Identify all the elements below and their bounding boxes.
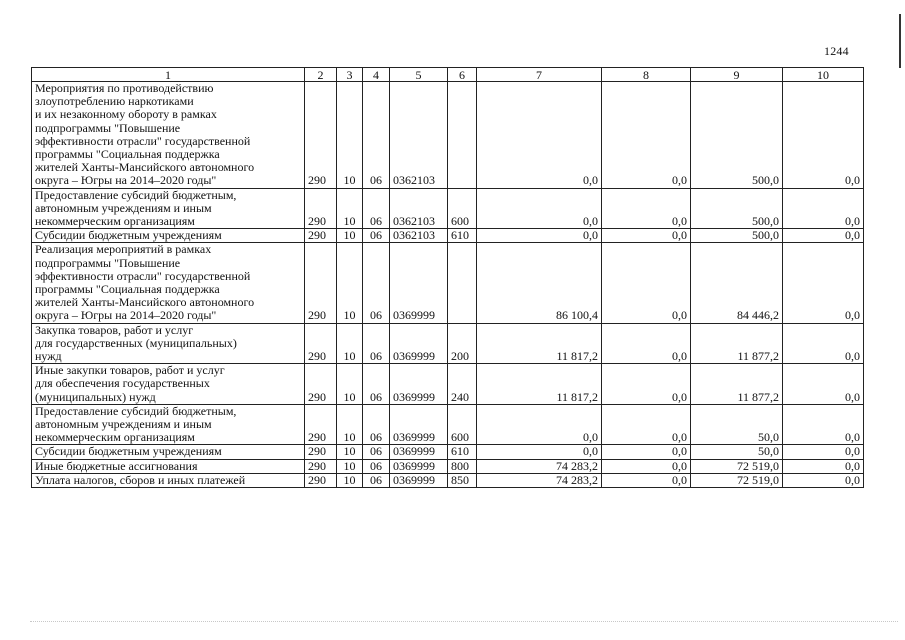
cell-value-9: 500,0 [691,82,783,189]
cell-value-10: 0,0 [783,188,864,229]
cell-expense-type: 600 [448,188,477,229]
cell-admin-code: 290 [305,82,337,189]
cell-expense-type: 600 [448,404,477,445]
cell-value-7: 0,0 [477,445,602,459]
cell-admin-code: 290 [305,364,337,405]
page-edge-mark [899,14,901,68]
cell-value-9: 11 877,2 [691,323,783,364]
cell-subsection: 06 [363,459,390,473]
table-row [32,364,864,405]
cell-target-article: 0369999 [390,243,448,323]
row-name: Реализация мероприятий в рамках подпрограммы "Повышение эффективности отрасли" государственной программы "Социальная поддержка жителей Ханты-Мансийского автономного округа – Югры на 2014–2020 годы" [32,243,305,323]
cell-value-10: 0,0 [783,459,864,473]
table-row [32,445,864,459]
cell-value-10: 0,0 [783,243,864,323]
cell-value-7: 0,0 [477,404,602,445]
cell-value-7: 74 283,2 [477,459,602,473]
cell-subsection: 06 [363,323,390,364]
cell-section: 10 [337,404,363,445]
cell-admin-code: 290 [305,404,337,445]
page-number: 1244 [824,44,849,58]
cell-value-8: 0,0 [602,364,691,405]
cell-value-9: 500,0 [691,188,783,229]
cell-value-8: 0,0 [602,404,691,445]
cell-subsection: 06 [363,473,390,487]
column-header: 1 [32,68,305,82]
cell-target-article: 0362103 [390,82,448,189]
cell-value-7: 0,0 [477,229,602,243]
cell-expense-type: 850 [448,473,477,487]
budget-table [31,67,864,488]
cell-value-10: 0,0 [783,445,864,459]
cell-value-8: 0,0 [602,445,691,459]
cell-admin-code: 290 [305,459,337,473]
cell-admin-code: 290 [305,323,337,364]
table-row [32,323,864,364]
table-row [32,188,864,229]
row-name: Закупка товаров, работ и услуг для государственных (муниципальных) нужд [32,323,305,364]
cell-value-7: 86 100,4 [477,243,602,323]
cell-section: 10 [337,229,363,243]
cell-subsection: 06 [363,229,390,243]
cell-value-9: 11 877,2 [691,364,783,405]
cell-expense-type [448,82,477,189]
cell-value-9: 84 446,2 [691,243,783,323]
row-name: Субсидии бюджетным учреждениям [32,445,305,459]
cell-admin-code: 290 [305,243,337,323]
row-name: Иные закупки товаров, работ и услуг для обеспечения государственных (муниципальных) нужд [32,364,305,405]
column-header: 3 [337,68,363,82]
cell-section: 10 [337,473,363,487]
cell-value-9: 72 519,0 [691,473,783,487]
table-row [32,82,864,189]
cell-target-article: 0369999 [390,364,448,405]
column-header: 6 [448,68,477,82]
cell-value-7: 74 283,2 [477,473,602,487]
column-header: 8 [602,68,691,82]
cell-admin-code: 290 [305,473,337,487]
cell-value-9: 500,0 [691,229,783,243]
column-header: 5 [390,68,448,82]
cell-value-7: 0,0 [477,188,602,229]
table-row [32,243,864,323]
row-name: Предоставление субсидий бюджетным, автономным учреждениям и иным некоммерческим организациям [32,404,305,445]
header-row [32,68,864,82]
cell-value-9: 72 519,0 [691,459,783,473]
cell-admin-code: 290 [305,188,337,229]
table-row [32,229,864,243]
cell-section: 10 [337,445,363,459]
table-row [32,459,864,473]
cell-expense-type [448,243,477,323]
cell-target-article: 0369999 [390,473,448,487]
cell-subsection: 06 [363,445,390,459]
cell-target-article: 0369999 [390,323,448,364]
cell-subsection: 06 [363,188,390,229]
page-bottom-rule [30,621,898,622]
cell-target-article: 0369999 [390,404,448,445]
cell-value-8: 0,0 [602,323,691,364]
cell-subsection: 06 [363,243,390,323]
cell-expense-type: 610 [448,229,477,243]
cell-section: 10 [337,188,363,229]
cell-expense-type: 610 [448,445,477,459]
row-name: Уплата налогов, сборов и иных платежей [32,473,305,487]
cell-value-10: 0,0 [783,82,864,189]
cell-value-9: 50,0 [691,445,783,459]
cell-value-8: 0,0 [602,459,691,473]
cell-value-10: 0,0 [783,473,864,487]
cell-section: 10 [337,323,363,364]
cell-admin-code: 290 [305,445,337,459]
cell-target-article: 0362103 [390,229,448,243]
cell-value-10: 0,0 [783,404,864,445]
cell-value-10: 0,0 [783,364,864,405]
cell-value-10: 0,0 [783,229,864,243]
table-row [32,473,864,487]
cell-target-article: 0362103 [390,188,448,229]
row-name: Мероприятия по противодействию злоупотреблению наркотиками и их незаконному обороту в рамках подпрограммы "Повышение эффективности отрасли" государственной программы "Социальная поддержка жителей Ханты-Мансийского автономного округа – Югры на 2014–2020 годы" [32,82,305,189]
column-header: 4 [363,68,390,82]
cell-value-8: 0,0 [602,229,691,243]
cell-expense-type: 800 [448,459,477,473]
column-header: 2 [305,68,337,82]
cell-value-7: 11 817,2 [477,323,602,364]
row-name: Предоставление субсидий бюджетным, автономным учреждениям и иным некоммерческим организациям [32,188,305,229]
column-header: 7 [477,68,602,82]
cell-subsection: 06 [363,364,390,405]
cell-section: 10 [337,364,363,405]
cell-value-8: 0,0 [602,473,691,487]
column-header: 10 [783,68,864,82]
cell-target-article: 0369999 [390,459,448,473]
cell-expense-type: 240 [448,364,477,405]
cell-expense-type: 200 [448,323,477,364]
cell-section: 10 [337,243,363,323]
cell-value-9: 50,0 [691,404,783,445]
cell-target-article: 0369999 [390,445,448,459]
cell-subsection: 06 [363,82,390,189]
cell-value-7: 0,0 [477,82,602,189]
table-row [32,404,864,445]
cell-value-8: 0,0 [602,243,691,323]
cell-section: 10 [337,82,363,189]
cell-value-8: 0,0 [602,82,691,189]
cell-value-8: 0,0 [602,188,691,229]
cell-subsection: 06 [363,404,390,445]
cell-section: 10 [337,459,363,473]
column-header: 9 [691,68,783,82]
cell-value-10: 0,0 [783,323,864,364]
cell-admin-code: 290 [305,229,337,243]
row-name: Иные бюджетные ассигнования [32,459,305,473]
cell-value-7: 11 817,2 [477,364,602,405]
row-name: Субсидии бюджетным учреждениям [32,229,305,243]
